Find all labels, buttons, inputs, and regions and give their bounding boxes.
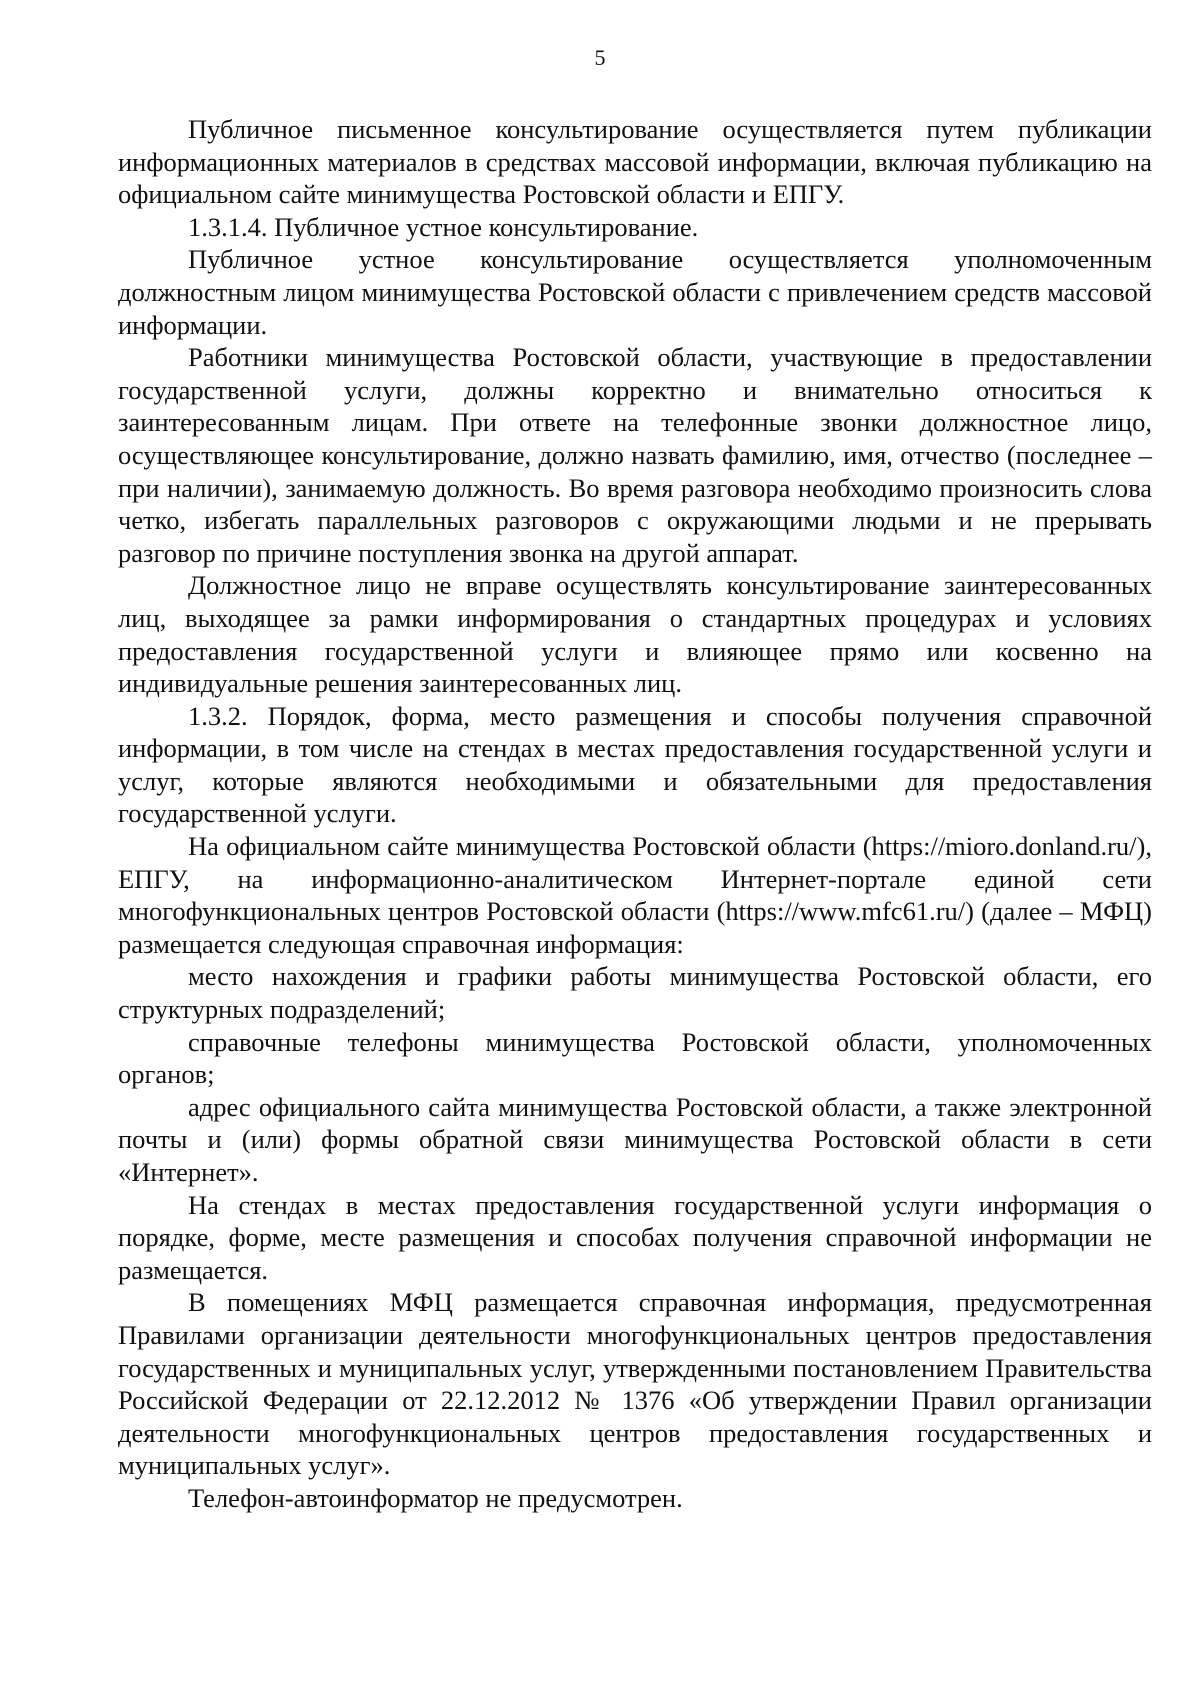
list-item-phones: справочные телефоны минимущества Ростовской области, уполномоченных органов; [118, 1026, 1152, 1090]
paragraph-auto-informer: Телефон-автоинформатор не предусмотрен. [188, 1482, 683, 1513]
paragraph-official-sites: На официальном сайте минимущества Ростовской области (https://mioro.donland.ru/), ЕПГУ, на информационно-аналитическом Интернет-портале единой сети многофункциональных центров Ростовской области (https://www.mfc61.ru/) (далее – МФЦ) размещается следующая справочная информация: [118, 831, 1152, 959]
section-heading-1-3-1-4: 1.3.1.4. Публичное устное консультирование. [188, 211, 699, 242]
list-item-location-schedule: место нахождения и графики работы минимущества Ростовской области, его структурных подразделений; [118, 961, 1152, 1025]
document-body [118, 113, 1152, 1515]
page-number: 5 [594, 45, 606, 70]
paragraph-official-restrictions: Должностное лицо не вправе осуществлять консультирование заинтересованных лиц, выходящее за рамки информирования о стандартных процедурах и условиях предоставления государственной услуги и влияющее прямо или косвенно на индивидуальные решения заинтересованных лиц. [118, 570, 1152, 699]
paragraph-public-oral-consulting: Публичное устное консультирование осуществляется уполномоченным должностным лицом минимущества Ростовской области с привлечением средств массовой информации. [118, 244, 1152, 340]
paragraph-public-written-consulting: Публичное письменное консультирование осуществляется путем публикации информационных материалов в средствах массовой информации, включая публикацию на официальном сайте минимущества Ростовской области и ЕПГУ. [118, 114, 1152, 210]
list-item-website-address: адрес официального сайта минимущества Ростовской области, а также электронной почты и (или) формы обратной связи минимущества Ростовской области в сети «Интернет». [118, 1091, 1152, 1187]
paragraph-employees-conduct: Работники минимущества Ростовской области, участвующие в предоставлении государственной услуги, должны корректно и внимательно относиться к заинтересованным лицам. При ответе на телефонные звонки должностное лицо, осуществляющее консультирование, должно назвать фамилию, имя, отчество (последнее – при наличии), занимаемую должность. Во время разговора необходимо произносить слова четко, избегать параллельных разговоров с окружающими людьми и не прерывать разговор по причине поступления звонка на другой аппарат. [118, 342, 1152, 568]
paragraph-mfc-premises: В помещениях МФЦ размещается справочная информация, предусмотренная Правилами организации деятельности многофункциональных центров предоставления государственных и муниципальных услуг, утвержденными постановлением Правительства Российской Федерации от 22.12.2012 № 1376 «Об утверждении Правил организации деятельности многофункциональных центров предоставления государственных и муниципальных услуг». [118, 1287, 1152, 1481]
paragraph-stands: На стендах в местах предоставления государственной услуги информация о порядке, форме, месте размещения и способах получения справочной информации не размещается. [118, 1189, 1152, 1285]
section-heading-1-3-2: 1.3.2. Порядок, форма, место размещения и способы получения справочной информации, в том числе на стендах в местах предоставления государственной услуги и услуг, которые являются необходимыми и обязательными для предоставления государственной услуги. [118, 700, 1152, 829]
